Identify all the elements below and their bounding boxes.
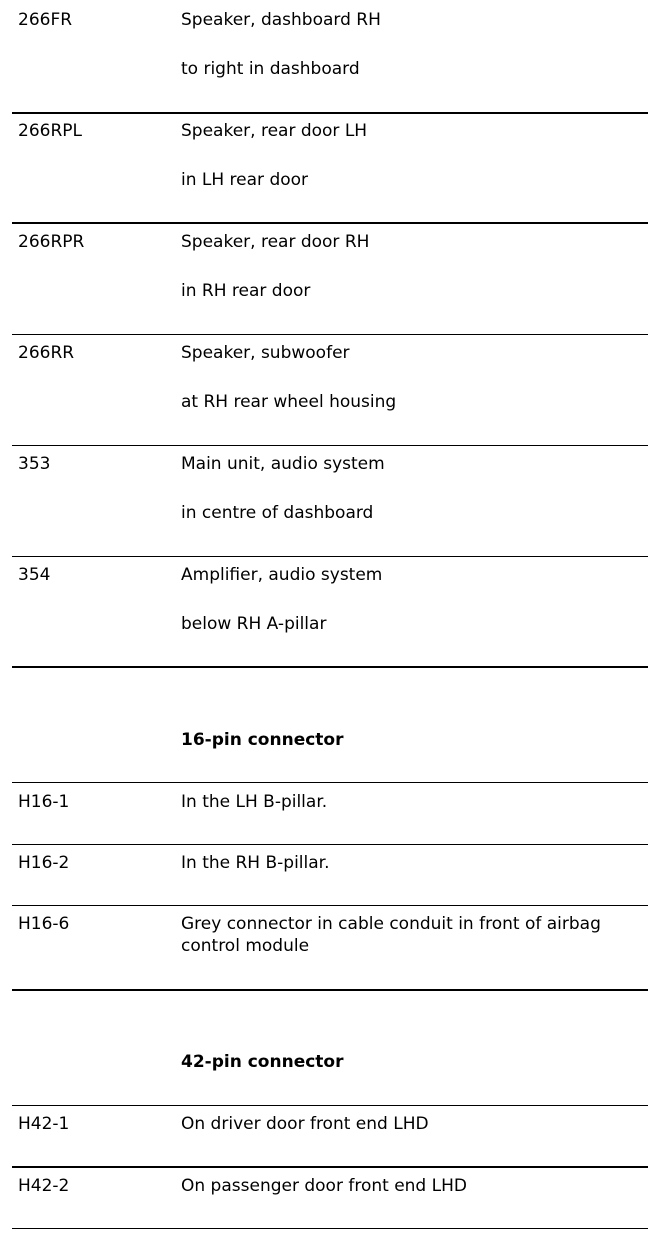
connector-code: H42-1 [18,1114,70,1134]
connector-location: On driver door front end LHD [181,1114,429,1134]
row-divider [12,112,648,114]
connector-code: H42-2 [18,1176,70,1196]
connector-code: H16-1 [18,792,70,812]
connector-location: In the RH B-pillar. [181,853,330,873]
connector-code: H16-6 [18,914,70,934]
row-divider [12,334,648,335]
component-location: at RH rear wheel housing [181,392,397,412]
row-divider [12,445,648,446]
section-divider [12,989,648,991]
component-code: 354 [18,565,51,585]
row-divider [12,556,648,557]
component-location: to right in dashboard [181,59,360,79]
component-code: 266RPL [18,121,82,141]
section-heading-16-pin: 16-pin connector [181,730,344,750]
component-description: Speaker, rear door RH [181,232,370,252]
component-description: Speaker, rear door LH [181,121,368,141]
row-divider [12,905,648,906]
component-code: 353 [18,454,51,474]
connector-code: H16-2 [18,853,70,873]
row-divider [12,1166,648,1168]
row-divider [12,222,648,224]
component-location: in LH rear door [181,170,309,190]
section-heading-42-pin: 42-pin connector [181,1052,344,1072]
component-description: Speaker, subwoofer [181,343,350,363]
component-location: in centre of dashboard [181,503,374,523]
section-divider [12,666,648,668]
row-divider [12,1105,648,1106]
row-divider [12,1228,648,1229]
row-divider [12,782,648,783]
row-divider [12,844,648,845]
connector-location: In the LH B-pillar. [181,792,328,812]
component-description: Amplifier, audio system [181,565,383,585]
component-location: in RH rear door [181,281,311,301]
component-code: 266FR [18,10,73,30]
component-description: Speaker, dashboard RH [181,10,381,30]
component-location: below RH A-pillar [181,614,327,634]
component-code: 266RR [18,343,75,363]
component-code: 266RPR [18,232,85,252]
connector-location: Grey connector in cable conduit in front of airbag control module [181,914,601,956]
component-description: Main unit, audio system [181,454,385,474]
connector-location: On passenger door front end LHD [181,1176,467,1196]
